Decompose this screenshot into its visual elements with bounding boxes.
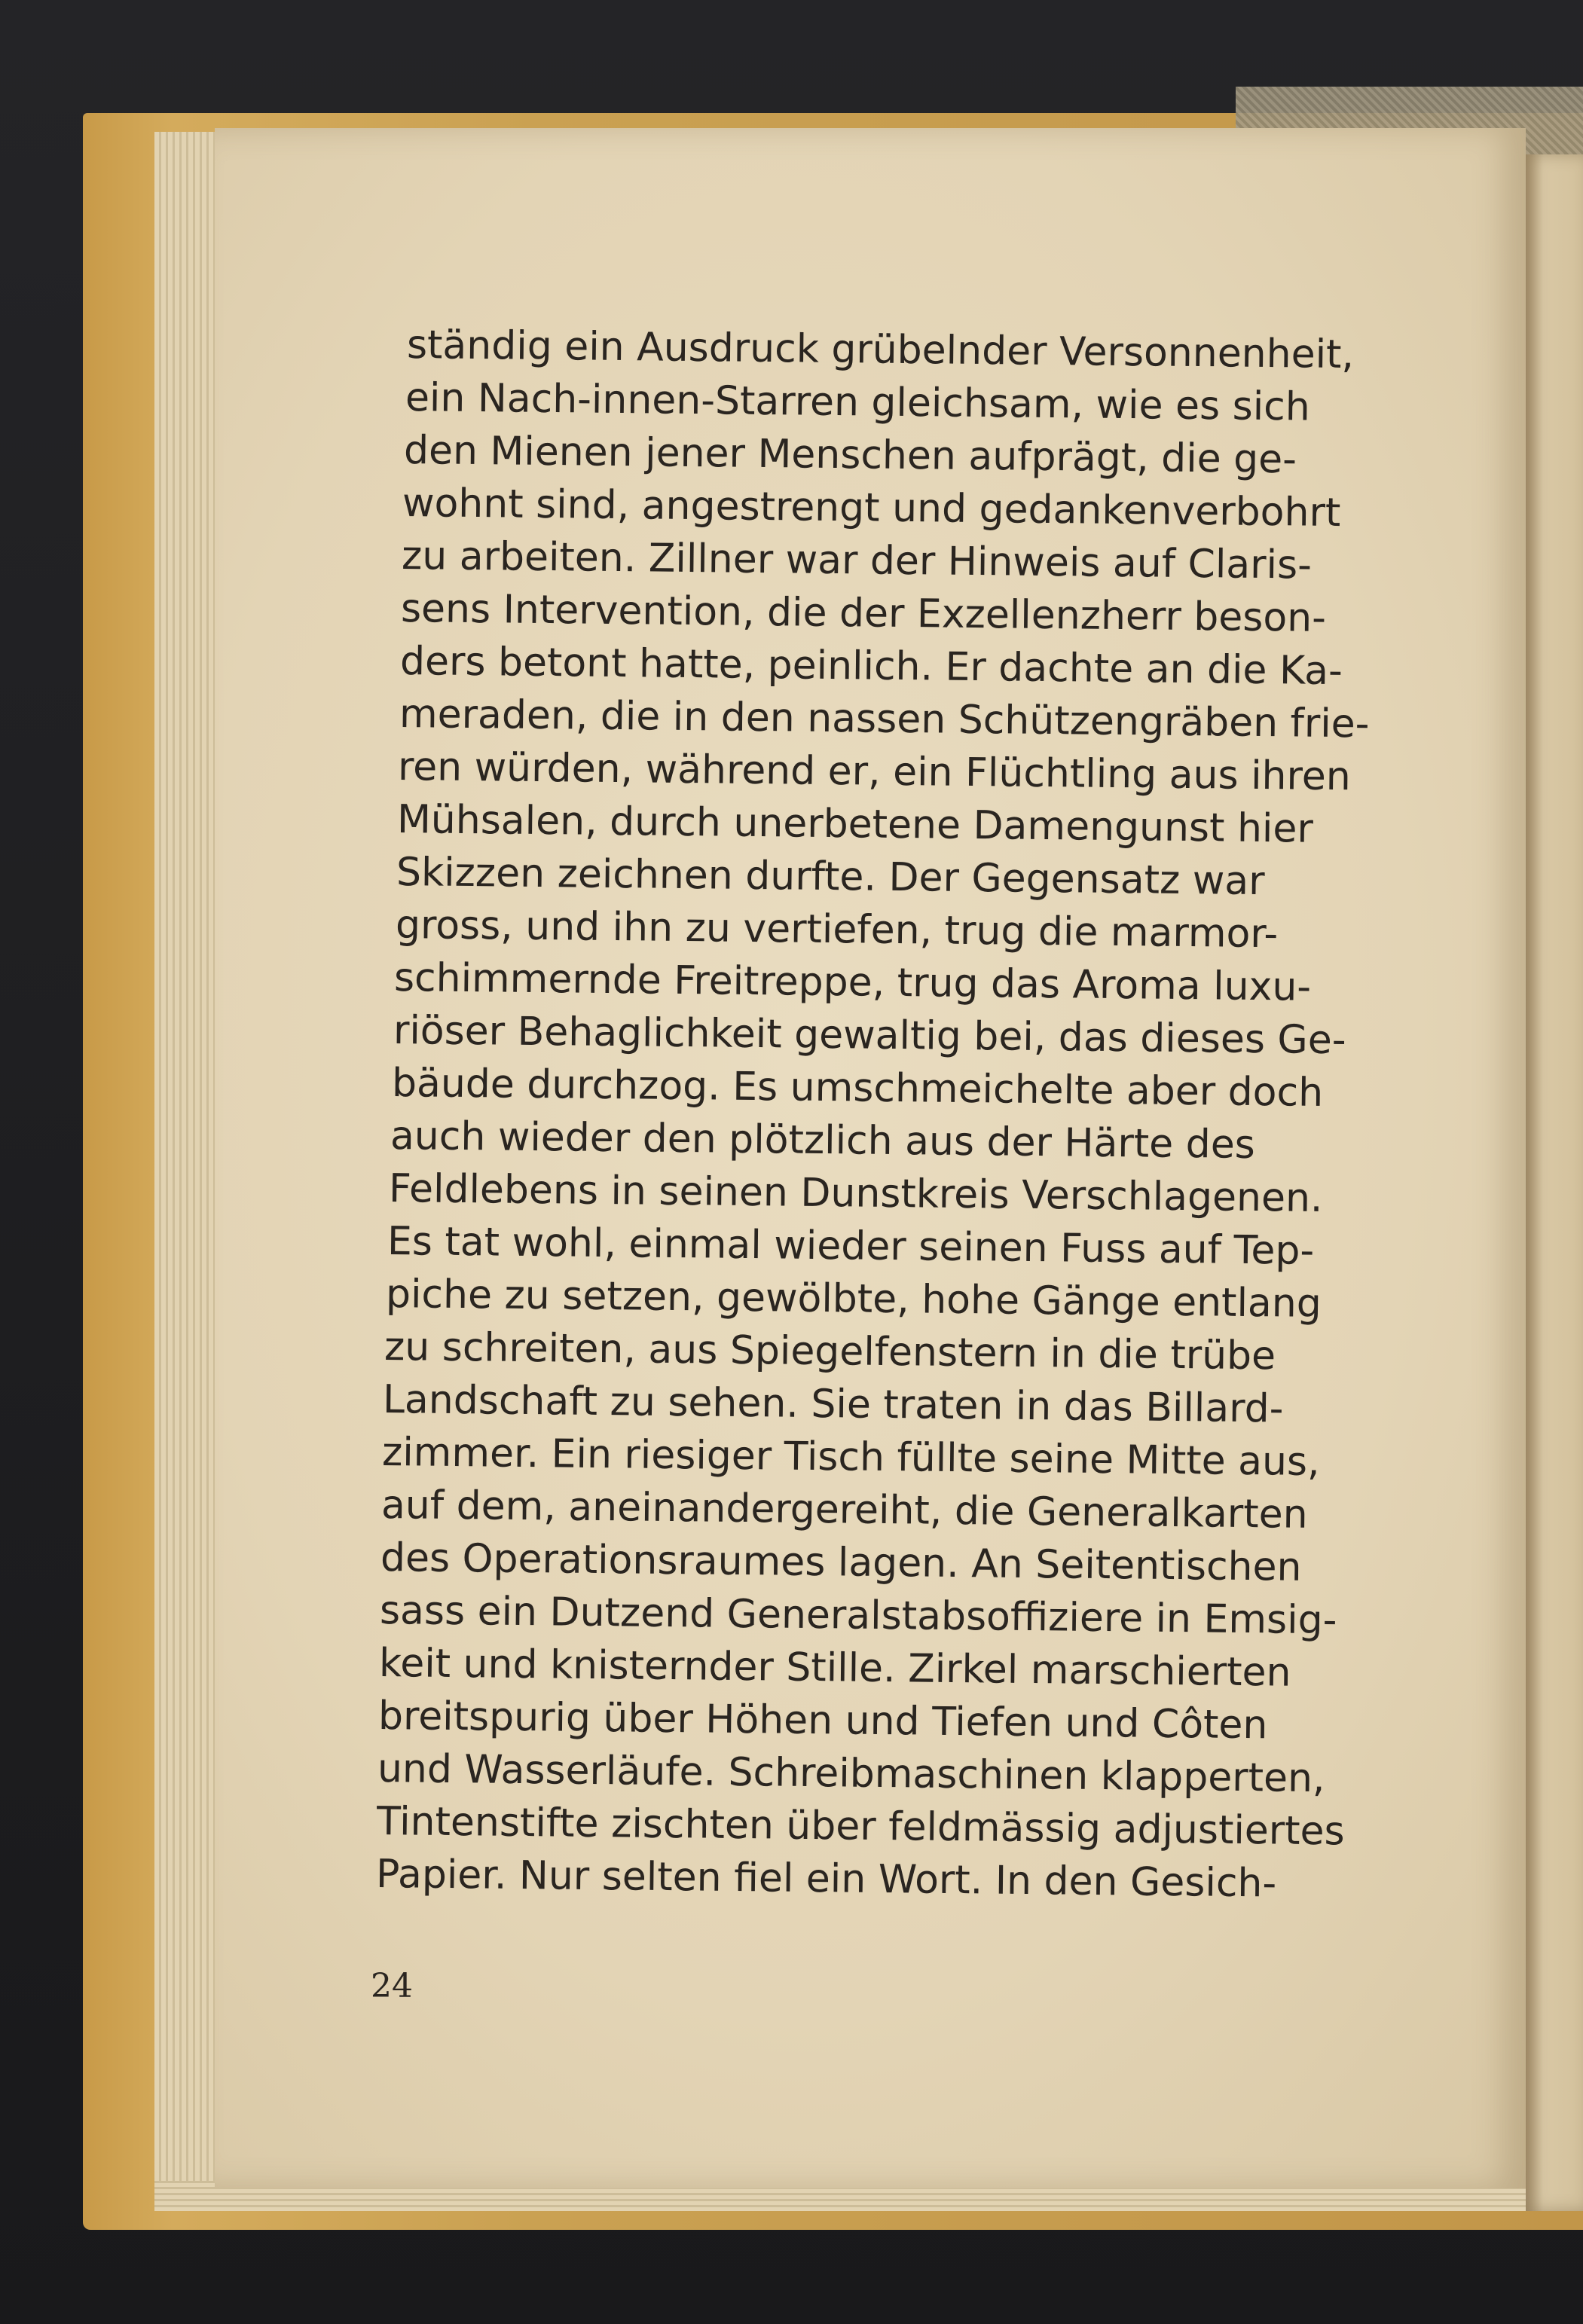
text-line: Mühsalen, durch unerbetene Damengunst hier: [396, 797, 1314, 852]
text-line: auf dem, aneinandergereiht, die Generalkarten: [380, 1483, 1308, 1538]
text-line: wohnt sind, angestrengt und gedankenverbohrt: [402, 481, 1341, 536]
text-line: riöser Behaglichkeit gewaltig bei, das dieses Ge-: [393, 1008, 1346, 1064]
text-line: Skizzen zeichnen durfte. Der Gegensatz war: [396, 850, 1265, 905]
page-number: 24: [371, 1967, 413, 2005]
text-line: und Wasserläufe. Schreibmaschinen klapperten,: [377, 1746, 1325, 1802]
text-line: meraden, die in den nassen Schützengräben frie-: [399, 692, 1370, 747]
text-line: bäude durchzog. Es umschmeichelte aber doch: [391, 1061, 1324, 1116]
text-line: Landschaft zu sehen. Sie traten in das Billard-: [382, 1377, 1284, 1432]
text-line: ständig ein Ausdruck grübelnder Versonnenheit,: [406, 322, 1355, 378]
text-line: breitspurig über Höhen und Tiefen und Côten: [377, 1693, 1268, 1748]
text-line: ein Nach-innen-Starren gleichsam, wie es sich: [405, 375, 1311, 430]
text-line: des Operationsraumes lagen. An Seitentischen: [380, 1535, 1302, 1590]
text-line: Tintenstifte zischten über feldmässig adjustiertes: [376, 1799, 1345, 1855]
text-line: ders betont hatte, peinlich. Er dachte an die Ka-: [399, 639, 1343, 695]
text-line: Es tat wohl, einmal wieder seinen Fuss auf Tep-: [387, 1219, 1315, 1274]
text-line: auch wieder den plötzlich aus der Härte des: [390, 1113, 1256, 1168]
text-line: Feldlebens in seinen Dunstkreis Verschlagenen.: [388, 1166, 1323, 1221]
text-line: zimmer. Ein riesiger Tisch füllte seine Mitte aus,: [381, 1430, 1320, 1486]
text-line: Papier. Nur selten fiel ein Wort. In den Gesich-: [375, 1852, 1277, 1907]
text-line: ren würden, während er, ein Flüchtling aus ihren: [397, 744, 1352, 800]
text-line: zu schreiten, aus Spiegelfenstern in die trübe: [384, 1324, 1276, 1379]
text-line: keit und knisternder Stille. Zirkel marschierten: [378, 1641, 1291, 1696]
text-line: zu arbeiten. Zillner war der Hinweis auf Claris-: [401, 533, 1313, 588]
text-line: den Mienen jener Menschen aufprägt, die ge-: [403, 428, 1297, 483]
text-line: gross, und ihn zu vertiefen, trug die marmor-: [395, 902, 1279, 957]
text-line: schimmernde Freitreppe, trug das Aroma luxu-: [393, 955, 1312, 1010]
text-line: sass ein Dutzend Generalstabsoffiziere in Emsig-: [379, 1588, 1337, 1644]
text-line: sens Intervention, die der Exzellenzherr beson-: [400, 586, 1327, 641]
text-line: piche zu setzen, gewölbte, hohe Gänge entlang: [385, 1272, 1322, 1327]
